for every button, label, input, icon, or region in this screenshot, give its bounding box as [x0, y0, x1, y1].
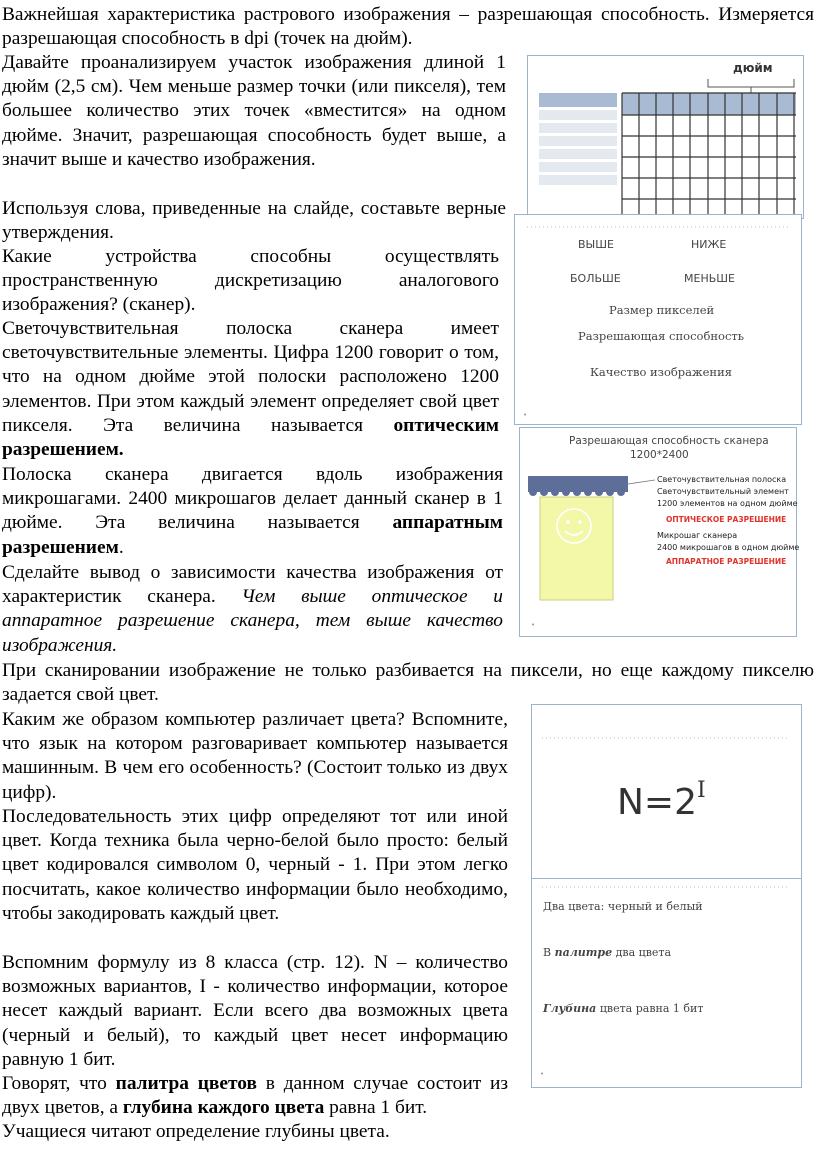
- paragraph-devices-question: Какие устройства способны осуществлять пространственную дискретизацию аналогового изображения? (сканер).: [2, 246, 499, 316]
- paragraph-palette-depth: Говорят, что палитра цветов в данном случае состоит из двух цветов, а глубина каждого цвета равна 1 бит.: [2, 1073, 508, 1119]
- note-sensor-strip: Светочувствительная полоска: [657, 475, 787, 484]
- paragraph-pixel-color: При сканировании изображение не только разбивается на пиксели, но еще каждому пикселю задается свой цвет.: [2, 660, 814, 706]
- inch-grid-diagram: [528, 56, 803, 218]
- note-microstep: Микрошаг сканера: [657, 531, 738, 540]
- slide-inch-grid: [527, 55, 804, 219]
- inch-label: дюйм: [733, 61, 773, 75]
- palette-line: В палитре два цвета: [543, 946, 672, 959]
- word-pixel-size: Размер пикселей: [609, 303, 715, 317]
- paragraph-inch-analysis: Давайте проанализируем участок изображения длиной 1 дюйм (2,5 см). Чем меньше размер точки (или пикселя), тем большее количество этих точек «вместится» на одном дюйме. Значит, разрешающая способность будет выше, а значит выше и качество изображения.: [2, 52, 506, 170]
- paragraph-machine-language: Каким же образом компьютер различает цвета? Вспомните, что язык на котором разговаривает компьютер называется машинным. В чем его особенность? (Состоит только из двух цифр).: [2, 709, 508, 803]
- slide-formula: [531, 704, 802, 883]
- slide-dot-mark: •: [540, 1070, 545, 1078]
- word-less: МЕНЬШЕ: [684, 272, 735, 285]
- slide-dotted-line: [515, 215, 801, 424]
- paragraph-task: Используя слова, приведенные на слайде, составьте верные утверждения.: [2, 198, 506, 244]
- badge-hardware-resolution: АППАРАТНОЕ РАЗРЕШЕНИЕ: [666, 557, 787, 566]
- word-image-quality: Качество изображения: [590, 365, 732, 379]
- slide-dot-mark: •: [523, 411, 528, 419]
- note-microsteps-per-inch: 2400 микрошагов в одном дюйме: [657, 543, 800, 552]
- slide-scanner: [519, 427, 800, 637]
- note-sensor-element: Светочувствительный элемент: [657, 487, 789, 496]
- formula-exponent: I: [697, 778, 706, 803]
- slide-words: [514, 214, 802, 425]
- word-lower: НИЖЕ: [691, 238, 727, 251]
- paragraph-formula: Вспомним формулу из 8 класса (стр. 12). N – количество возможных вариантов, I - количество информации, которое несет каждый вариант. Если всего два возможных цвета (черный и белый), то каждый цвет несет информацию равную 1 бит.: [2, 952, 508, 1070]
- paragraph-conclusion: Сделайте вывод о зависимости качества изображения от характеристик сканера. Чем выше оптическое и аппаратное разрешение сканера, тем выше качество изображения.: [2, 562, 503, 656]
- paragraph-bw-coding: Последовательность этих цифр определяют тот или иной цвет. Когда техника была черно-белой было просто: белый цвет кодировался символом 0, черный - 1. При этом легко посчитать, какое количество информации было необходимо, чтобы закодировать каждый цвет.: [2, 806, 508, 924]
- formula-text: [617, 778, 706, 823]
- paragraph-students-read: Учащиеся читают определение глубины цвета.: [2, 1121, 390, 1142]
- scanner-title: Разрешающая способность сканера: [569, 435, 769, 447]
- word-more: БОЛЬШЕ: [570, 272, 621, 285]
- paragraph-resolution-intro: Важнейшая характеристика растрового изображения – разрешающая способность. Измеряется разрешающая способность в dpi (точек на дюйм).: [2, 4, 814, 50]
- colors-title: Два цвета: черный и белый: [543, 900, 703, 913]
- scanner-resolution-value: 1200*2400: [630, 449, 689, 461]
- note-elements-per-inch: 1200 элементов на одном дюйме: [657, 499, 798, 508]
- word-higher: ВЫШЕ: [578, 238, 614, 251]
- paragraph-hardware-resolution: Полоска сканера двигается вдоль изображения микрошагами. 2400 микрошагов делает данный сканер в 1 дюйме. Эта величина называется аппаратным разрешением.: [2, 464, 503, 558]
- badge-optical-resolution: ОПТИЧЕСКОЕ РАЗРЕШЕНИЕ: [666, 515, 787, 524]
- slide-dot-mark: •: [531, 621, 536, 629]
- slide-two-colors: [531, 878, 802, 1088]
- paragraph-optical-resolution: Светочувствительная полоска сканера имеет светочувствительные элементы. Цифра 1200 говорит о том, что на одном дюйме этой полоски расположено 1200 элементов. При этом каждый элемент определяет свой цвет пикселя. Эта величина называется оптическим разрешением.: [2, 318, 499, 461]
- formula-base: N=2: [617, 782, 697, 823]
- depth-line: Глубина цвета равна 1 бит: [543, 1002, 704, 1015]
- word-resolution: Разрешающая способность: [578, 329, 745, 343]
